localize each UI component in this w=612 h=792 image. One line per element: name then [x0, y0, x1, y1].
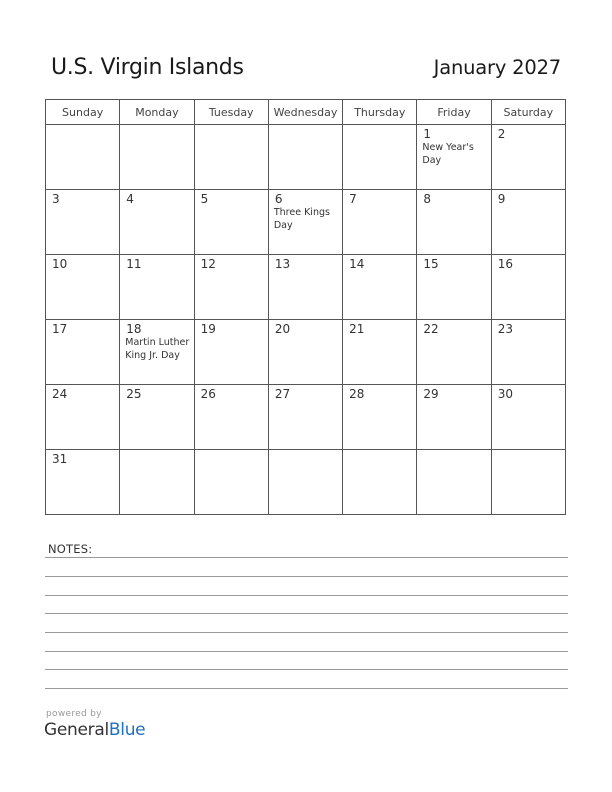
day-number	[120, 450, 193, 452]
weekday-header: Thursday	[343, 100, 417, 125]
day-number: 8	[423, 192, 432, 206]
day-number: 23	[497, 322, 513, 336]
calendar-day-cell[interactable]	[491, 125, 565, 190]
calendar-day-cell[interactable]	[194, 320, 268, 385]
calendar-day-cell[interactable]	[343, 450, 417, 515]
calendar-month-title: January 2027	[433, 56, 561, 79]
calendar-day-cell[interactable]	[343, 385, 417, 450]
calendar-day-cell[interactable]	[343, 190, 417, 255]
day-number: 12	[200, 257, 216, 271]
day-number: 6	[274, 192, 283, 206]
calendar-day-cell[interactable]	[417, 385, 491, 450]
day-number	[343, 450, 416, 452]
calendar-day-cell[interactable]	[491, 450, 565, 515]
calendar-day-cell[interactable]	[46, 320, 120, 385]
calendar-day-cell[interactable]	[268, 320, 342, 385]
calendar-day-cell[interactable]	[46, 125, 120, 190]
day-number: 20	[274, 322, 291, 336]
notes-line	[45, 576, 568, 577]
day-number: 4	[126, 192, 134, 206]
day-number: 16	[497, 257, 513, 271]
notes-label: NOTES:	[48, 542, 93, 556]
calendar-day-cell[interactable]	[491, 320, 565, 385]
day-number: 11	[126, 257, 142, 271]
day-number: 25	[126, 387, 142, 401]
day-number: 10	[52, 257, 68, 271]
calendar-day-cell[interactable]	[491, 190, 565, 255]
day-number	[269, 450, 342, 452]
notes-line	[45, 632, 568, 633]
day-number	[195, 125, 268, 127]
day-number: 13	[274, 257, 291, 271]
weekday-header: Saturday	[491, 100, 565, 125]
day-number: 9	[497, 192, 506, 206]
day-number: 5	[200, 192, 209, 206]
day-number	[492, 450, 565, 452]
calendar-country-title: U.S. Virgin Islands	[51, 55, 244, 80]
day-number	[120, 125, 193, 127]
calendar-week-row	[46, 320, 566, 385]
day-number	[46, 125, 119, 127]
calendar-day-cell[interactable]	[194, 190, 268, 255]
day-number: 14	[349, 257, 365, 271]
calendar-day-cell[interactable]	[343, 255, 417, 320]
calendar-day-cell[interactable]	[120, 320, 194, 385]
calendar-day-cell[interactable]	[120, 385, 194, 450]
weekday-header: Friday	[417, 100, 491, 125]
day-number	[417, 450, 490, 452]
day-number: 1	[423, 127, 432, 141]
calendar-day-cell[interactable]	[417, 255, 491, 320]
holiday-label: New Year's Day	[422, 142, 474, 166]
day-number: 26	[200, 387, 216, 401]
calendar-day-cell[interactable]	[120, 450, 194, 515]
weekday-header: Sunday	[46, 100, 120, 125]
calendar-day-cell[interactable]	[194, 125, 268, 190]
notes-line	[45, 688, 568, 689]
calendar-day-cell[interactable]	[120, 255, 194, 320]
calendar-day-cell[interactable]	[268, 450, 342, 515]
calendar-week-row	[46, 255, 566, 320]
calendar-week-row	[46, 385, 566, 450]
day-number: 27	[274, 387, 291, 401]
day-number: 17	[52, 322, 68, 336]
calendar-day-cell[interactable]	[343, 320, 417, 385]
calendar-day-cell[interactable]	[194, 450, 268, 515]
day-number: 7	[349, 192, 357, 206]
calendar-grid	[45, 99, 566, 515]
weekday-header: Tuesday	[194, 100, 268, 125]
calendar-day-cell[interactable]	[268, 255, 342, 320]
day-number	[343, 125, 416, 127]
calendar-day-cell[interactable]	[268, 385, 342, 450]
logo-general-text: General	[44, 720, 109, 740]
powered-by-text: powered by	[46, 709, 102, 719]
calendar-day-cell[interactable]	[268, 125, 342, 190]
calendar-day-cell[interactable]	[120, 125, 194, 190]
holiday-label: Three Kings Day	[273, 207, 330, 231]
day-number: 22	[423, 322, 439, 336]
day-number: 30	[497, 387, 513, 401]
day-number: 18	[126, 322, 142, 336]
weekday-header: Wednesday	[268, 100, 342, 125]
calendar-day-cell[interactable]	[491, 255, 565, 320]
calendar-day-cell[interactable]	[268, 190, 342, 255]
calendar-day-cell[interactable]	[46, 450, 120, 515]
calendar-week-row	[46, 450, 566, 515]
weekday-header: Monday	[120, 100, 194, 125]
day-number: 2	[497, 127, 506, 141]
calendar-day-cell[interactable]	[417, 190, 491, 255]
calendar-week-row	[46, 125, 566, 190]
day-number: 3	[52, 192, 60, 206]
calendar-day-cell[interactable]	[417, 320, 491, 385]
calendar-day-cell[interactable]	[120, 190, 194, 255]
day-number: 19	[200, 322, 216, 336]
notes-line	[45, 651, 568, 652]
calendar-day-cell[interactable]	[46, 385, 120, 450]
weekday-header-row	[46, 100, 566, 125]
calendar-day-cell[interactable]	[343, 125, 417, 190]
calendar-day-cell[interactable]	[46, 190, 120, 255]
day-number: 29	[423, 387, 439, 401]
day-number: 24	[52, 387, 68, 401]
notes-line	[45, 669, 568, 670]
calendar-day-cell[interactable]	[194, 385, 268, 450]
calendar-day-cell[interactable]	[46, 255, 120, 320]
notes-line	[45, 557, 568, 558]
day-number	[269, 125, 342, 127]
calendar-day-cell[interactable]	[417, 450, 491, 515]
holiday-label: Martin Luther King Jr. Day	[125, 337, 190, 361]
calendar-day-cell[interactable]	[417, 125, 491, 190]
day-number: 15	[423, 257, 439, 271]
generalblue-logo[interactable]	[44, 720, 145, 740]
calendar-week-row	[46, 190, 566, 255]
day-number	[195, 450, 268, 452]
calendar-day-cell[interactable]	[194, 255, 268, 320]
notes-line	[45, 613, 568, 614]
day-number: 31	[52, 452, 68, 466]
day-number: 28	[349, 387, 365, 401]
logo-blue-text: Blue	[108, 720, 146, 740]
day-number: 21	[349, 322, 365, 336]
notes-line	[45, 595, 568, 596]
calendar-day-cell[interactable]	[491, 385, 565, 450]
